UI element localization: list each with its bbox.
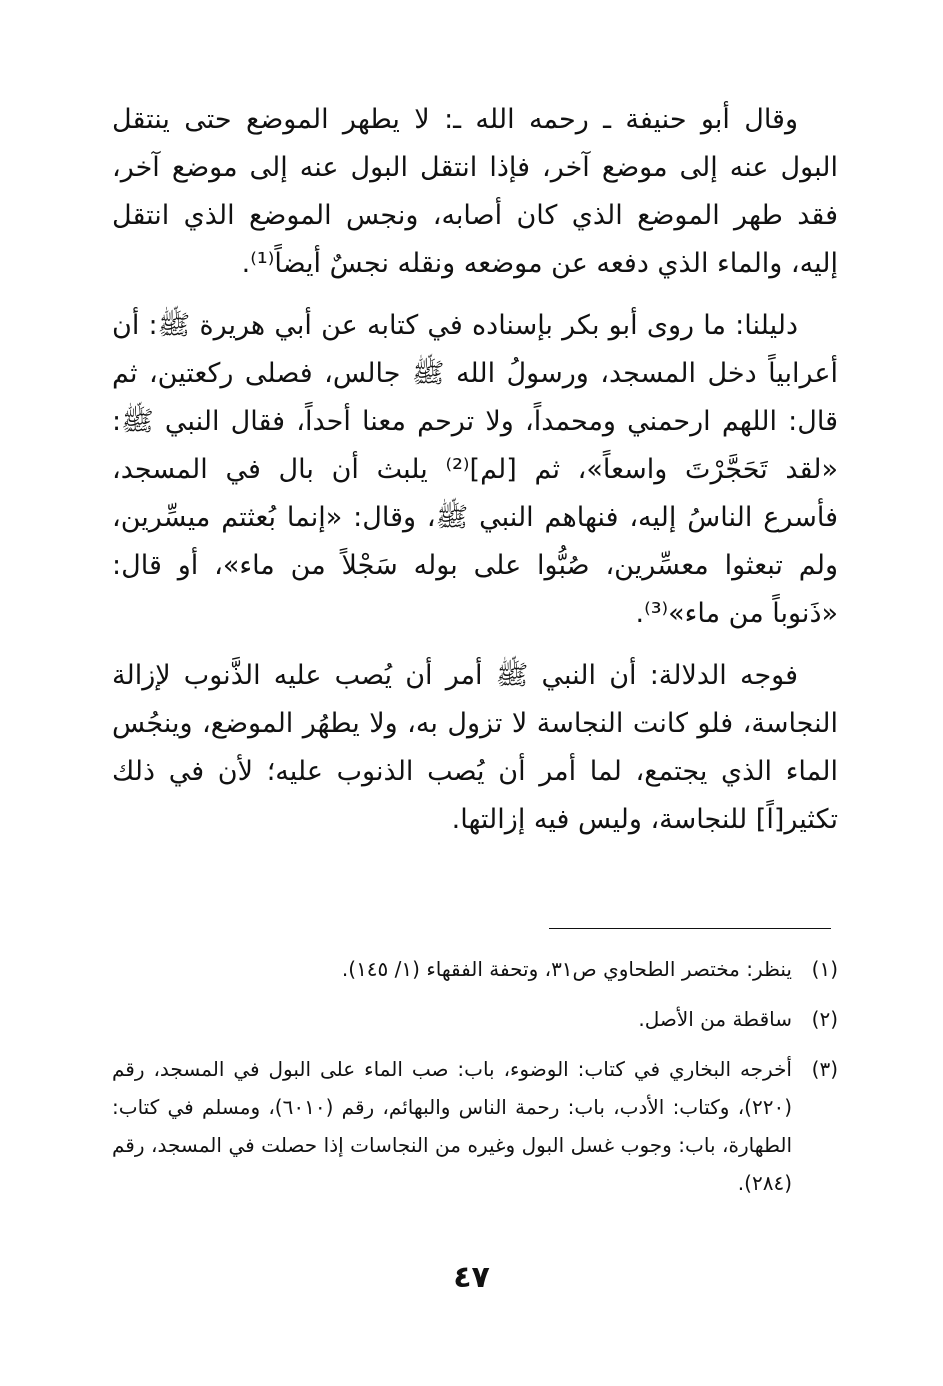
footnote-number: (١): [811, 957, 838, 981]
footnote-text: أخرجه البخاري في كتاب: الوضوء، باب: صب الماء على البول في المسجد، رقم (٢٢٠)، وكتاب: الأدب، باب: رحمة الناس والبهائم، رقم (٦٠١٠)، ومسلم في كتاب: الطهارة، باب: وجوب غسل البول وغيره من النجاسات إذا حصلت في المسجد، رقم (٢٨٤).: [112, 1057, 793, 1195]
paragraph-inference: فوجه الدلالة: أن النبي ﷺ أمر أن يُصب عليه الذَّنوب لإزالة النجاسة، فلو كانت النجاسة لا تزول به، ولا يطهُر الموضع، وينجُس الماء الذي يجتمع، لما أمر أن يُصب الذنوب عليه؛ لأن في ذلك تكثير[اً] للنجاسة، وليس فيه إزالتها.: [112, 660, 838, 835]
footnote-text: ساقطة من الأصل.: [638, 1007, 792, 1031]
footnote-separator-line: [549, 928, 831, 929]
page-number: ٤٧: [453, 1260, 490, 1295]
paragraph-evidence-hadith: دليلنا: ما روى أبو بكر بإسناده في كتابه عن أبي هريرة ﷺ: أن أعرابياً دخل المسجد، ورسولُ الله ﷺ جالس، فصلى ركعتين، ثم قال: اللهم ارحمني ومحمداً، ولا ترحم معنا أحداً، فقال النبي ﷺ: «لقد تَحَجَّرْتَ واسعاً»، ثم [لم]⁽²⁾ يلبث أن بال في المسجد، فأسرع الناسُ إليه، فنهاهم النبي ﷺ، وقال: «إنما بُعثتم ميسِّرين، ولم تبعثوا معسِّرين، صُبُّوا على بوله سَجْلاً من ماء»، أو قال: «ذَنوباً من ماء»⁽³⁾.: [112, 310, 838, 629]
paragraph-abu-hanifa-opinion: وقال أبو حنيفة ـ رحمه الله ـ: لا يطهر الموضع حتى ينتقل البول عنه إلى موضع آخر، فإذا انتقل البول عنه إلى موضع آخر، فقد طهر الموضع الذي كان أصابه، ونجس الموضع الذي انتقل إليه، والماء الذي دفعه عن موضعه ونقله نجسٌ أيضاً⁽¹⁾.: [112, 104, 838, 279]
footnote-text: ينظر: مختصر الطحاوي ص٣١، وتحفة الفقهاء (١/ ١٤٥).: [341, 957, 792, 981]
footnote-2: [112, 1000, 838, 1038]
footnote-1: [112, 950, 838, 988]
footnote-number: (٢): [811, 1007, 838, 1031]
footnotes: [112, 950, 838, 1214]
main-text: [112, 96, 838, 858]
footnote-number: (٣): [811, 1057, 838, 1081]
footnote-3: [112, 1050, 838, 1202]
